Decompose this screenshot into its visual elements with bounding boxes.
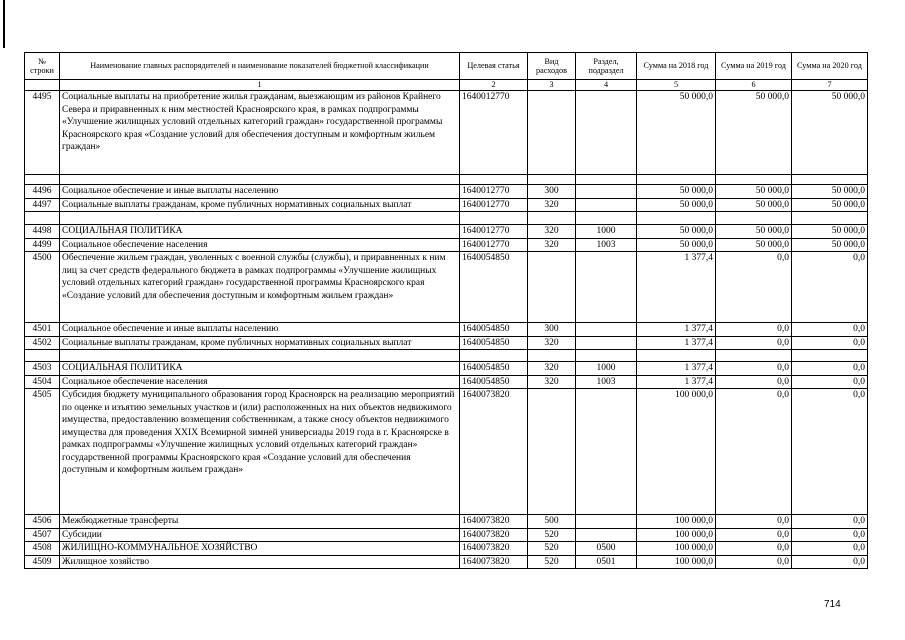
spacer-cell xyxy=(637,350,716,362)
row-sum-2020: 50 000,0 xyxy=(792,185,868,199)
row-target: 1640054850 xyxy=(460,252,528,323)
row-name: Субсидии xyxy=(60,528,460,542)
spacer-cell xyxy=(716,175,792,185)
colnum: 4 xyxy=(576,80,637,91)
header-row xyxy=(25,53,868,80)
table-row xyxy=(25,185,868,199)
spacer-cell xyxy=(637,175,716,185)
row-sum-2020: 0,0 xyxy=(792,542,868,556)
row-sum-2020: 0,0 xyxy=(792,528,868,542)
spacer-cell xyxy=(460,350,528,362)
row-target: 1640012770 xyxy=(460,185,528,199)
row-name: Социальные выплаты гражданам, кроме публичных нормативных социальных выплат xyxy=(60,198,460,212)
row-exptype: 520 xyxy=(528,528,576,542)
spacer-cell xyxy=(25,212,60,225)
row-sum-2019: 50 000,0 xyxy=(716,198,792,212)
row-sum-2018: 1 377,4 xyxy=(637,375,716,389)
row-number: 4501 xyxy=(25,323,60,337)
row-exptype: 320 xyxy=(528,375,576,389)
row-sum-2019: 0,0 xyxy=(716,389,792,515)
row-sum-2018: 100 000,0 xyxy=(637,555,716,569)
spacer-cell xyxy=(60,175,460,185)
row-section xyxy=(576,336,637,350)
colnum xyxy=(25,80,60,91)
spacer-cell xyxy=(792,350,868,362)
spacer-cell xyxy=(528,350,576,362)
row-sum-2019: 50 000,0 xyxy=(716,238,792,252)
row-section: 1000 xyxy=(576,225,637,239)
row-name: ЖИЛИЩНО-КОММУНАЛЬНОЕ ХОЗЯЙСТВО xyxy=(60,542,460,556)
row-exptype xyxy=(528,252,576,323)
row-target: 1640073820 xyxy=(460,528,528,542)
row-exptype: 320 xyxy=(528,198,576,212)
row-sum-2019: 0,0 xyxy=(716,375,792,389)
row-number: 4509 xyxy=(25,555,60,569)
budget-table xyxy=(24,52,868,569)
table-body xyxy=(25,91,868,569)
colnum: 2 xyxy=(460,80,528,91)
row-sum-2020: 0,0 xyxy=(792,375,868,389)
row-name: Социальное обеспечение населения xyxy=(60,375,460,389)
row-name: Социальные выплаты гражданам, кроме публичных нормативных социальных выплат xyxy=(60,336,460,350)
row-name: Социальное обеспечение и иные выплаты населению xyxy=(60,185,460,199)
spacer-row xyxy=(25,175,868,185)
spacer-row xyxy=(25,350,868,362)
spacer-cell xyxy=(528,212,576,225)
row-sum-2018: 1 377,4 xyxy=(637,252,716,323)
row-sum-2020: 50 000,0 xyxy=(792,238,868,252)
spacer-cell xyxy=(60,212,460,225)
table-row xyxy=(25,515,868,529)
spacer-row xyxy=(25,212,868,225)
header-target: Целевая статья xyxy=(460,53,528,80)
header-sum2018: Сумма на 2018 год xyxy=(637,53,716,80)
row-sum-2018: 50 000,0 xyxy=(637,91,716,175)
row-number: 4498 xyxy=(25,225,60,239)
row-section: 0500 xyxy=(576,542,637,556)
spacer-cell xyxy=(528,175,576,185)
row-sum-2018: 50 000,0 xyxy=(637,225,716,239)
spacer-cell xyxy=(460,212,528,225)
row-sum-2019: 0,0 xyxy=(716,362,792,376)
colnum: 5 xyxy=(637,80,716,91)
row-section xyxy=(576,252,637,323)
row-sum-2018: 100 000,0 xyxy=(637,515,716,529)
row-exptype: 520 xyxy=(528,542,576,556)
row-target: 1640012770 xyxy=(460,198,528,212)
row-sum-2018: 100 000,0 xyxy=(637,528,716,542)
row-sum-2019: 0,0 xyxy=(716,252,792,323)
row-sum-2019: 50 000,0 xyxy=(716,225,792,239)
row-section xyxy=(576,389,637,515)
row-sum-2019: 0,0 xyxy=(716,515,792,529)
row-target: 1640073820 xyxy=(460,389,528,515)
row-name: Жилищное хозяйство xyxy=(60,555,460,569)
row-sum-2020: 50 000,0 xyxy=(792,225,868,239)
table-row xyxy=(25,91,868,175)
row-exptype: 320 xyxy=(528,362,576,376)
row-number: 4504 xyxy=(25,375,60,389)
header-sum2020: Сумма на 2020 год xyxy=(792,53,868,80)
row-name: Социальное обеспечение населения xyxy=(60,238,460,252)
spacer-cell xyxy=(716,350,792,362)
row-sum-2020: 0,0 xyxy=(792,362,868,376)
row-sum-2019: 0,0 xyxy=(716,542,792,556)
colnum: 7 xyxy=(792,80,868,91)
row-number: 4505 xyxy=(25,389,60,515)
row-sum-2018: 1 377,4 xyxy=(637,336,716,350)
row-target: 1640054850 xyxy=(460,323,528,337)
row-sum-2019: 0,0 xyxy=(716,323,792,337)
spacer-cell xyxy=(792,212,868,225)
row-name: Обеспечение жильем граждан, уволенных с военной службы (службы), и приравненных к ним лиц за счет средств федерального бюджета в рамках подпрограммы «Улучшение жилищных условий отдельных категорий граждан» государственной программы Красноярского края «Создание условий для обеспечения доступным и комфортным жильем граждан» xyxy=(60,252,460,323)
row-name: Социальное обеспечение и иные выплаты населению xyxy=(60,323,460,337)
row-target: 1640012770 xyxy=(460,238,528,252)
row-name: СОЦИАЛЬНАЯ ПОЛИТИКА xyxy=(60,225,460,239)
row-target: 1640073820 xyxy=(460,555,528,569)
row-name: Субсидия бюджету муниципального образования город Красноярск на реализацию мероприятий по оценке и изъятию земельных участков и (или) расположенных на них объектов недвижимого имущества, предоставлению возмещения собственникам, а также сносу объектов недвижимого имущества для проведения XXIX Всемирной зимней универсиады 2019 года в г. Красноярске в рамках подпрограммы «Улучшение жилищных условий отдельных категорий граждан» государственной программы Красноярского края «Создание условий для обеспечения доступным и комфортным жильем граждан» xyxy=(60,389,460,515)
table-row xyxy=(25,389,868,515)
row-target: 1640054850 xyxy=(460,375,528,389)
spacer-cell xyxy=(576,175,637,185)
row-name: Социальные выплаты на приобретение жилья гражданам, выезжающим из районов Крайнего Севера и приравненных к ним местностей Красноярского края, в рамках подпрограммы «Улучшение жилищных условий отдельных категорий граждан» государственной программы Красноярского края «Создание условий для обеспечения доступным и комфортным жильем граждан» xyxy=(60,91,460,175)
spacer-cell xyxy=(792,175,868,185)
row-target: 1640054850 xyxy=(460,336,528,350)
row-sum-2020: 0,0 xyxy=(792,252,868,323)
row-sum-2018: 1 377,4 xyxy=(637,323,716,337)
colnum: 6 xyxy=(716,80,792,91)
table-row xyxy=(25,198,868,212)
row-number: 4507 xyxy=(25,528,60,542)
row-exptype: 320 xyxy=(528,225,576,239)
row-sum-2020: 0,0 xyxy=(792,555,868,569)
row-sum-2019: 0,0 xyxy=(716,555,792,569)
row-exptype xyxy=(528,91,576,175)
row-exptype: 300 xyxy=(528,185,576,199)
row-number: 4495 xyxy=(25,91,60,175)
row-sum-2018: 50 000,0 xyxy=(637,185,716,199)
row-sum-2020: 0,0 xyxy=(792,336,868,350)
row-exptype: 320 xyxy=(528,336,576,350)
row-number: 4499 xyxy=(25,238,60,252)
table-row xyxy=(25,323,868,337)
row-sum-2020: 0,0 xyxy=(792,515,868,529)
row-number: 4503 xyxy=(25,362,60,376)
row-sum-2020: 50 000,0 xyxy=(792,198,868,212)
colnum: 3 xyxy=(528,80,576,91)
header-exptype: Вид расходов xyxy=(528,53,576,80)
row-sum-2018: 100 000,0 xyxy=(637,542,716,556)
header-name: Наименование главных распорядителей и наименование показателей бюджетной классификации xyxy=(60,53,460,80)
row-section xyxy=(576,323,637,337)
row-section xyxy=(576,185,637,199)
scan-edge-line xyxy=(3,0,5,48)
row-exptype: 320 xyxy=(528,238,576,252)
row-target: 1640012770 xyxy=(460,91,528,175)
table-row xyxy=(25,252,868,323)
row-section xyxy=(576,198,637,212)
row-sum-2019: 50 000,0 xyxy=(716,91,792,175)
row-target: 1640073820 xyxy=(460,515,528,529)
row-section xyxy=(576,515,637,529)
spacer-cell xyxy=(637,212,716,225)
header-sum2019: Сумма на 2019 год xyxy=(716,53,792,80)
row-number: 4496 xyxy=(25,185,60,199)
table-row xyxy=(25,336,868,350)
row-name: Межбюджетные трансферты xyxy=(60,515,460,529)
row-section xyxy=(576,528,637,542)
header-section: Раздел, подраздел xyxy=(576,53,637,80)
row-exptype: 300 xyxy=(528,323,576,337)
table-row xyxy=(25,555,868,569)
spacer-cell xyxy=(60,350,460,362)
row-exptype: 500 xyxy=(528,515,576,529)
spacer-cell xyxy=(576,350,637,362)
spacer-cell xyxy=(25,175,60,185)
row-number: 4497 xyxy=(25,198,60,212)
row-sum-2019: 0,0 xyxy=(716,528,792,542)
table-row xyxy=(25,238,868,252)
row-sum-2018: 1 377,4 xyxy=(637,362,716,376)
table-row xyxy=(25,528,868,542)
row-sum-2018: 100 000,0 xyxy=(637,389,716,515)
row-number: 4508 xyxy=(25,542,60,556)
spacer-cell xyxy=(716,212,792,225)
row-number: 4502 xyxy=(25,336,60,350)
row-sum-2020: 0,0 xyxy=(792,389,868,515)
row-number: 4506 xyxy=(25,515,60,529)
row-section xyxy=(576,91,637,175)
header-num: № строки xyxy=(25,53,60,80)
row-sum-2019: 0,0 xyxy=(716,336,792,350)
table-row xyxy=(25,362,868,376)
row-exptype xyxy=(528,389,576,515)
row-sum-2018: 50 000,0 xyxy=(637,198,716,212)
row-sum-2020: 50 000,0 xyxy=(792,91,868,175)
table-row xyxy=(25,542,868,556)
row-sum-2018: 50 000,0 xyxy=(637,238,716,252)
spacer-cell xyxy=(576,212,637,225)
row-target: 1640012770 xyxy=(460,225,528,239)
row-exptype: 520 xyxy=(528,555,576,569)
row-target: 1640073820 xyxy=(460,542,528,556)
row-section: 1003 xyxy=(576,375,637,389)
row-sum-2019: 50 000,0 xyxy=(716,185,792,199)
page-number: 714 xyxy=(824,599,841,610)
table-row xyxy=(25,225,868,239)
row-name: СОЦИАЛЬНАЯ ПОЛИТИКА xyxy=(60,362,460,376)
table-row xyxy=(25,375,868,389)
spacer-cell xyxy=(460,175,528,185)
colnum: 1 xyxy=(60,80,460,91)
column-number-row xyxy=(25,80,868,91)
spacer-cell xyxy=(25,350,60,362)
row-sum-2020: 0,0 xyxy=(792,323,868,337)
row-number: 4500 xyxy=(25,252,60,323)
row-target: 1640054850 xyxy=(460,362,528,376)
row-section: 1000 xyxy=(576,362,637,376)
row-section: 1003 xyxy=(576,238,637,252)
row-section: 0501 xyxy=(576,555,637,569)
